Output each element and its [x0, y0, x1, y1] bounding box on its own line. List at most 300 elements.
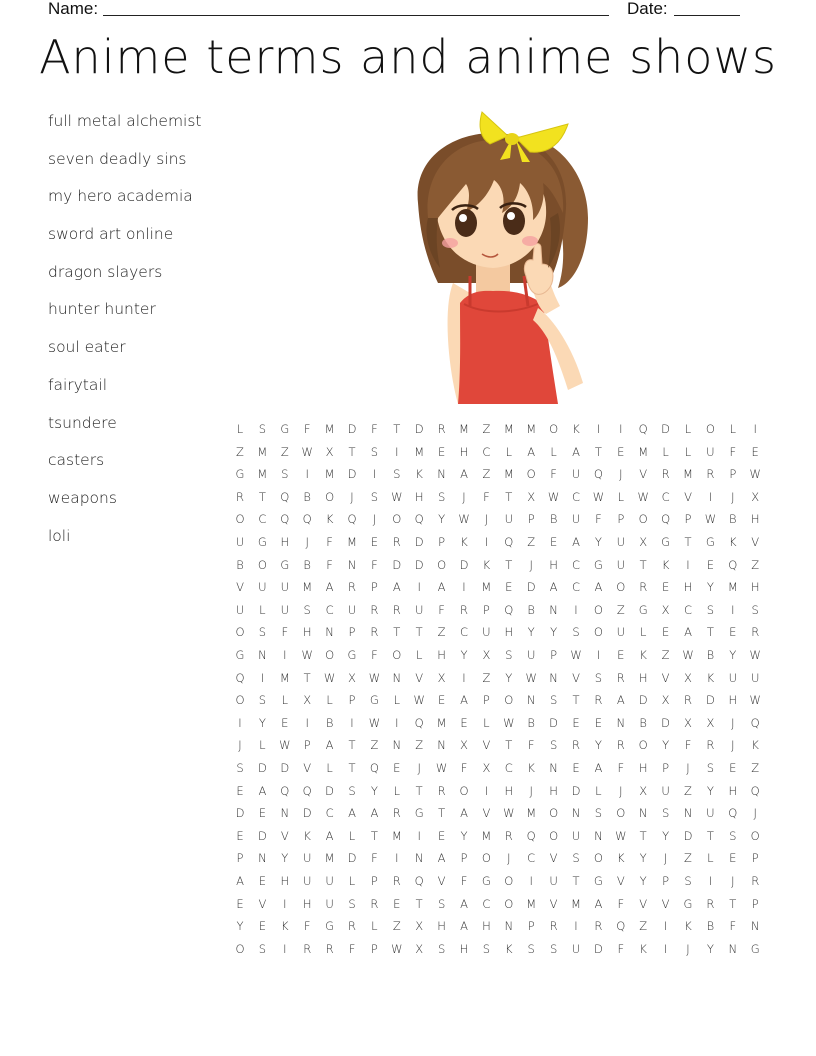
grid-letter[interactable]: U	[325, 874, 334, 888]
grid-letter[interactable]: V	[549, 851, 558, 866]
grid-letter[interactable]: N	[437, 738, 446, 753]
grid-letter[interactable]: S	[684, 874, 692, 888]
grid-letter[interactable]: J	[372, 512, 377, 527]
grid-letter[interactable]: S	[572, 851, 580, 866]
grid-letter[interactable]: S	[258, 941, 267, 956]
grid-letter[interactable]: M	[683, 467, 693, 482]
grid-letter[interactable]: P	[370, 580, 378, 595]
grid-letter[interactable]: K	[684, 919, 692, 934]
grid-letter[interactable]: O	[437, 557, 447, 572]
grid-letter[interactable]: B	[303, 557, 311, 572]
grid-letter[interactable]: W	[615, 828, 627, 843]
grid-letter[interactable]: W	[570, 648, 582, 662]
grid-letter[interactable]: W	[391, 941, 403, 956]
grid-letter[interactable]: H	[280, 874, 290, 888]
grid-letter[interactable]: V	[280, 828, 289, 843]
grid-letter[interactable]: W	[301, 648, 313, 662]
grid-letter[interactable]: T	[639, 557, 647, 572]
grid-letter[interactable]: S	[505, 648, 513, 662]
grid-letter[interactable]: E	[661, 580, 670, 595]
grid-letter[interactable]: E	[572, 761, 580, 775]
grid-letter[interactable]: W	[637, 489, 649, 504]
grid-letter[interactable]: B	[639, 715, 647, 730]
grid-letter[interactable]: Y	[236, 919, 244, 934]
grid-letter[interactable]: O	[504, 693, 514, 708]
grid-letter[interactable]: E	[549, 535, 558, 549]
grid-letter[interactable]: F	[371, 422, 378, 436]
grid-letter[interactable]: M	[436, 715, 447, 730]
grid-letter[interactable]: A	[460, 806, 468, 821]
grid-letter[interactable]: J	[731, 874, 735, 888]
grid-letter[interactable]: R	[370, 896, 379, 911]
grid-letter[interactable]: I	[238, 715, 242, 730]
grid-letter[interactable]: M	[526, 896, 537, 911]
grid-letter[interactable]: Z	[280, 444, 289, 459]
grid-letter[interactable]: Z	[415, 738, 424, 753]
grid-letter[interactable]: X	[684, 715, 692, 730]
grid-letter[interactable]: P	[348, 625, 356, 640]
grid-letter[interactable]: K	[482, 557, 491, 572]
grid-letter[interactable]: N	[392, 738, 402, 753]
grid-letter[interactable]: X	[639, 783, 648, 798]
grid-letter[interactable]: N	[526, 693, 536, 708]
grid-letter[interactable]: K	[639, 941, 647, 956]
word-search-grid[interactable]	[235, 422, 775, 964]
grid-letter[interactable]: D	[257, 828, 267, 843]
grid-letter[interactable]: M	[481, 828, 492, 843]
grid-letter[interactable]: I	[574, 919, 578, 934]
grid-letter[interactable]: M	[324, 851, 335, 866]
grid-letter[interactable]: S	[706, 761, 715, 775]
grid-letter[interactable]: P	[527, 512, 535, 527]
grid-letter[interactable]: A	[616, 693, 625, 708]
grid-letter[interactable]: A	[325, 828, 334, 843]
grid-letter[interactable]: F	[371, 648, 378, 662]
grid-letter[interactable]: S	[482, 941, 491, 956]
grid-letter[interactable]: L	[281, 693, 288, 708]
grid-letter[interactable]: D	[392, 557, 402, 572]
grid-letter[interactable]: L	[259, 602, 266, 617]
grid-letter[interactable]: D	[302, 806, 312, 821]
grid-letter[interactable]: Y	[460, 828, 468, 843]
grid-letter[interactable]: O	[616, 806, 626, 821]
grid-letter[interactable]: O	[638, 512, 648, 527]
grid-letter[interactable]: B	[303, 489, 311, 504]
grid-letter[interactable]: X	[639, 535, 648, 549]
grid-letter[interactable]: J	[686, 761, 690, 775]
grid-letter[interactable]: S	[661, 806, 670, 821]
grid-letter[interactable]: L	[684, 422, 692, 436]
grid-letter[interactable]: J	[753, 806, 757, 821]
grid-letter[interactable]: I	[619, 422, 623, 436]
grid-letter[interactable]: Z	[482, 670, 491, 685]
grid-letter[interactable]: G	[280, 422, 290, 436]
grid-letter[interactable]: P	[460, 851, 468, 866]
grid-letter[interactable]: W	[749, 648, 761, 662]
grid-letter[interactable]: F	[595, 512, 602, 527]
grid-letter[interactable]: R	[392, 535, 401, 549]
grid-letter[interactable]: Q	[504, 602, 514, 617]
grid-letter[interactable]: U	[571, 467, 581, 482]
grid-letter[interactable]: M	[302, 580, 313, 595]
grid-letter[interactable]: K	[303, 828, 311, 843]
grid-letter[interactable]: C	[527, 851, 536, 866]
grid-letter[interactable]: F	[281, 625, 289, 640]
grid-letter[interactable]: I	[708, 874, 713, 888]
grid-letter[interactable]: I	[462, 580, 466, 595]
grid-letter[interactable]: U	[571, 512, 581, 527]
grid-letter[interactable]: F	[326, 535, 333, 549]
grid-letter[interactable]: S	[549, 941, 558, 956]
grid-letter[interactable]: C	[325, 602, 334, 617]
grid-letter[interactable]: R	[661, 467, 670, 482]
grid-letter[interactable]: Q	[347, 512, 357, 527]
grid-letter[interactable]: P	[684, 512, 692, 527]
grid-letter[interactable]: N	[549, 670, 558, 685]
grid-letter[interactable]: Z	[684, 783, 692, 798]
grid-letter[interactable]: G	[683, 896, 693, 911]
grid-letter[interactable]: F	[729, 919, 737, 934]
grid-letter[interactable]: U	[616, 625, 625, 640]
grid-letter[interactable]: W	[323, 670, 336, 685]
grid-letter[interactable]: I	[574, 602, 578, 617]
grid-letter[interactable]: F	[438, 602, 445, 617]
grid-letter[interactable]: Y	[527, 625, 535, 640]
grid-letter[interactable]: A	[549, 580, 558, 595]
grid-letter[interactable]: U	[616, 557, 625, 572]
grid-letter[interactable]: I	[395, 851, 399, 866]
grid-letter[interactable]: D	[683, 828, 693, 843]
grid-letter[interactable]: L	[259, 738, 266, 753]
grid-letter[interactable]: W	[301, 444, 313, 459]
grid-letter[interactable]: N	[616, 715, 626, 730]
grid-letter[interactable]: O	[549, 806, 559, 821]
grid-letter[interactable]: B	[325, 715, 334, 730]
grid-letter[interactable]: C	[459, 625, 469, 640]
grid-letter[interactable]: A	[460, 693, 468, 708]
grid-letter[interactable]: R	[437, 783, 446, 798]
grid-letter[interactable]: B	[706, 648, 715, 662]
grid-letter[interactable]: D	[661, 422, 671, 436]
grid-letter[interactable]: J	[507, 851, 511, 866]
grid-letter[interactable]: U	[280, 580, 289, 595]
grid-letter[interactable]: W	[749, 693, 761, 708]
grid-letter[interactable]: E	[572, 715, 580, 730]
grid-letter[interactable]: Q	[369, 761, 379, 775]
grid-letter[interactable]: P	[482, 693, 490, 708]
grid-letter[interactable]: K	[415, 467, 423, 482]
grid-letter[interactable]: R	[504, 828, 513, 843]
grid-letter[interactable]: F	[460, 874, 468, 888]
grid-letter[interactable]: D	[257, 761, 267, 775]
grid-letter[interactable]: R	[370, 625, 379, 640]
grid-letter[interactable]: A	[258, 783, 267, 798]
grid-letter[interactable]: D	[638, 693, 648, 708]
grid-letter[interactable]: O	[593, 602, 603, 617]
grid-letter[interactable]: H	[459, 444, 469, 459]
grid-letter[interactable]: E	[393, 896, 401, 911]
grid-letter[interactable]: C	[258, 512, 267, 527]
grid-letter[interactable]: R	[616, 670, 625, 685]
grid-letter[interactable]: C	[571, 489, 581, 504]
grid-letter[interactable]: S	[527, 941, 535, 956]
grid-letter[interactable]: Y	[706, 783, 714, 798]
grid-letter[interactable]: N	[258, 648, 267, 662]
grid-letter[interactable]: L	[236, 422, 244, 436]
grid-letter[interactable]: R	[616, 738, 625, 753]
grid-letter[interactable]: M	[638, 444, 649, 459]
grid-letter[interactable]: Q	[414, 874, 424, 888]
grid-letter[interactable]: I	[417, 828, 421, 843]
grid-letter[interactable]: D	[325, 783, 335, 798]
grid-letter[interactable]: J	[529, 557, 533, 572]
grid-letter[interactable]: N	[594, 828, 603, 843]
grid-letter[interactable]: P	[303, 738, 311, 753]
grid-letter[interactable]: T	[348, 761, 356, 775]
grid-letter[interactable]: T	[258, 489, 266, 504]
grid-letter[interactable]: K	[729, 535, 737, 549]
grid-letter[interactable]: S	[549, 738, 558, 753]
grid-letter[interactable]: D	[235, 806, 245, 821]
grid-letter[interactable]: D	[347, 467, 357, 482]
grid-letter[interactable]: L	[550, 444, 557, 459]
grid-letter[interactable]: P	[527, 919, 535, 934]
grid-letter[interactable]: J	[350, 489, 354, 504]
grid-letter[interactable]: G	[325, 919, 335, 934]
grid-letter[interactable]: O	[235, 693, 245, 708]
grid-letter[interactable]: F	[684, 738, 692, 753]
grid-letter[interactable]: E	[437, 828, 446, 843]
grid-letter[interactable]: T	[572, 874, 580, 888]
grid-letter[interactable]: K	[639, 648, 647, 662]
grid-letter[interactable]: S	[594, 806, 603, 821]
grid-letter[interactable]: E	[437, 444, 446, 459]
grid-letter[interactable]: S	[393, 467, 401, 482]
grid-letter[interactable]: Y	[505, 670, 513, 685]
grid-letter[interactable]: U	[728, 670, 737, 685]
grid-letter[interactable]: O	[257, 557, 267, 572]
grid-letter[interactable]: C	[482, 444, 491, 459]
grid-letter[interactable]: R	[706, 467, 715, 482]
grid-letter[interactable]: R	[639, 580, 648, 595]
grid-letter[interactable]: F	[348, 941, 356, 956]
grid-letter[interactable]: B	[706, 919, 715, 934]
grid-letter[interactable]: M	[526, 806, 537, 821]
grid-letter[interactable]: B	[549, 512, 558, 527]
grid-letter[interactable]: H	[437, 919, 446, 934]
grid-letter[interactable]: Z	[751, 557, 760, 572]
grid-letter[interactable]: U	[347, 602, 357, 617]
grid-letter[interactable]: L	[348, 828, 356, 843]
grid-letter[interactable]: W	[279, 738, 291, 753]
grid-letter[interactable]: I	[417, 580, 421, 595]
grid-letter[interactable]: V	[751, 535, 760, 549]
grid-letter[interactable]: M	[257, 467, 268, 482]
grid-letter[interactable]: R	[460, 602, 468, 617]
grid-letter[interactable]: N	[728, 941, 738, 956]
grid-letter[interactable]: M	[391, 828, 402, 843]
grid-letter[interactable]: U	[706, 806, 715, 821]
grid-letter[interactable]: I	[305, 467, 309, 482]
grid-letter[interactable]: Y	[438, 512, 446, 527]
grid-letter[interactable]: D	[526, 580, 536, 595]
grid-letter[interactable]: J	[731, 715, 735, 730]
grid-letter[interactable]: O	[638, 738, 648, 753]
grid-letter[interactable]: D	[347, 851, 357, 866]
grid-letter[interactable]: S	[572, 625, 580, 640]
grid-letter[interactable]: K	[572, 422, 580, 436]
grid-letter[interactable]: A	[527, 444, 536, 459]
grid-letter[interactable]: Z	[482, 467, 491, 482]
grid-letter[interactable]: J	[619, 783, 623, 798]
grid-letter[interactable]: G	[280, 557, 290, 572]
grid-letter[interactable]: E	[370, 535, 379, 549]
grid-letter[interactable]: U	[526, 648, 536, 662]
grid-letter[interactable]: Y	[662, 828, 670, 843]
grid-letter[interactable]: Q	[661, 512, 671, 527]
grid-letter[interactable]: X	[527, 489, 536, 504]
grid-letter[interactable]: R	[549, 919, 558, 934]
grid-letter[interactable]: U	[280, 602, 289, 617]
grid-letter[interactable]: H	[728, 783, 738, 798]
grid-letter[interactable]: D	[549, 715, 559, 730]
grid-letter[interactable]: U	[302, 874, 312, 888]
grid-letter[interactable]: B	[527, 715, 535, 730]
grid-letter[interactable]: E	[258, 806, 267, 821]
grid-letter[interactable]: T	[303, 670, 311, 685]
grid-letter[interactable]: V	[415, 670, 424, 685]
grid-letter[interactable]: L	[729, 422, 736, 436]
grid-letter[interactable]: A	[594, 896, 603, 911]
grid-letter[interactable]: T	[572, 693, 580, 708]
grid-letter[interactable]: P	[662, 761, 670, 775]
grid-letter[interactable]: R	[392, 806, 401, 821]
grid-letter[interactable]: Z	[527, 535, 536, 549]
grid-letter[interactable]: C	[571, 580, 581, 595]
grid-letter[interactable]: S	[706, 602, 715, 617]
grid-letter[interactable]: T	[438, 806, 446, 821]
grid-letter[interactable]: U	[571, 828, 581, 843]
grid-letter[interactable]: A	[572, 444, 580, 459]
grid-letter[interactable]: V	[616, 874, 625, 888]
grid-letter[interactable]: I	[753, 422, 757, 436]
grid-letter[interactable]: E	[236, 783, 244, 798]
grid-letter[interactable]: R	[594, 693, 603, 708]
grid-letter[interactable]: N	[325, 625, 334, 640]
grid-letter[interactable]: H	[482, 919, 491, 934]
grid-letter[interactable]: E	[236, 828, 244, 843]
grid-letter[interactable]: F	[460, 761, 468, 775]
grid-letter[interactable]: S	[348, 783, 356, 798]
grid-letter[interactable]: Q	[750, 715, 760, 730]
grid-letter[interactable]: W	[749, 467, 761, 482]
grid-letter[interactable]: N	[683, 806, 693, 821]
grid-letter[interactable]: E	[460, 715, 468, 730]
grid-letter[interactable]: J	[686, 941, 690, 956]
grid-letter[interactable]: R	[437, 422, 446, 436]
grid-letter[interactable]: X	[460, 738, 468, 753]
grid-letter[interactable]: X	[706, 715, 715, 730]
grid-letter[interactable]: E	[437, 693, 446, 708]
grid-letter[interactable]: Q	[593, 467, 603, 482]
grid-letter[interactable]: T	[393, 625, 401, 640]
grid-letter[interactable]: L	[684, 444, 692, 459]
grid-letter[interactable]: V	[661, 896, 670, 911]
grid-letter[interactable]: M	[324, 422, 335, 436]
grid-letter[interactable]: E	[729, 761, 737, 775]
grid-letter[interactable]: A	[594, 761, 603, 775]
grid-letter[interactable]: E	[729, 625, 737, 640]
grid-letter[interactable]: J	[305, 535, 309, 549]
grid-letter[interactable]: V	[572, 670, 580, 685]
grid-letter[interactable]: M	[503, 467, 514, 482]
grid-letter[interactable]: K	[325, 512, 334, 527]
grid-letter[interactable]: S	[236, 761, 244, 775]
grid-letter[interactable]: O	[459, 783, 469, 798]
grid-letter[interactable]: O	[325, 648, 335, 662]
grid-letter[interactable]: C	[325, 806, 334, 821]
grid-letter[interactable]: G	[347, 648, 357, 662]
grid-letter[interactable]: L	[595, 783, 602, 798]
grid-letter[interactable]: I	[663, 919, 668, 934]
grid-letter[interactable]: H	[459, 941, 469, 956]
grid-letter[interactable]: E	[236, 896, 244, 911]
grid-letter[interactable]: W	[368, 670, 381, 685]
grid-letter[interactable]: E	[393, 761, 401, 775]
grid-letter[interactable]: N	[549, 761, 558, 775]
grid-letter[interactable]: T	[684, 535, 692, 549]
grid-letter[interactable]: V	[482, 806, 491, 821]
grid-letter[interactable]: U	[616, 535, 625, 549]
grid-letter[interactable]: G	[661, 535, 671, 549]
grid-letter[interactable]: W	[704, 512, 717, 527]
grid-letter[interactable]: S	[258, 625, 267, 640]
grid-letter[interactable]: V	[549, 896, 558, 911]
grid-letter[interactable]: U	[235, 602, 245, 617]
grid-letter[interactable]: I	[663, 941, 668, 956]
grid-letter[interactable]: P	[370, 941, 378, 956]
grid-letter[interactable]: F	[729, 444, 737, 459]
grid-letter[interactable]: A	[325, 580, 334, 595]
grid-letter[interactable]: J	[663, 851, 668, 866]
grid-letter[interactable]: D	[661, 715, 671, 730]
grid-letter[interactable]: F	[483, 489, 490, 504]
grid-letter[interactable]: A	[370, 806, 379, 821]
grid-letter[interactable]: S	[258, 422, 267, 436]
grid-letter[interactable]: W	[391, 489, 403, 504]
grid-letter[interactable]: O	[593, 851, 603, 866]
grid-letter[interactable]: X	[482, 761, 491, 775]
grid-letter[interactable]: M	[503, 422, 514, 436]
grid-letter[interactable]: Y	[662, 738, 670, 753]
grid-letter[interactable]: J	[619, 467, 623, 482]
grid-letter[interactable]: H	[683, 580, 693, 595]
grid-letter[interactable]: N	[392, 670, 402, 685]
grid-letter[interactable]: V	[482, 738, 491, 753]
grid-letter[interactable]: T	[393, 422, 401, 436]
grid-letter[interactable]: Q	[414, 715, 424, 730]
grid-letter[interactable]: L	[617, 489, 624, 504]
grid-letter[interactable]: Z	[639, 919, 648, 934]
grid-letter[interactable]: V	[236, 580, 244, 595]
grid-letter[interactable]: W	[458, 512, 470, 527]
grid-letter[interactable]: T	[639, 828, 647, 843]
grid-letter[interactable]: R	[392, 602, 401, 617]
grid-letter[interactable]: R	[236, 489, 244, 504]
grid-letter[interactable]: I	[708, 489, 713, 504]
grid-letter[interactable]: I	[731, 602, 735, 617]
grid-letter[interactable]: N	[504, 919, 514, 934]
